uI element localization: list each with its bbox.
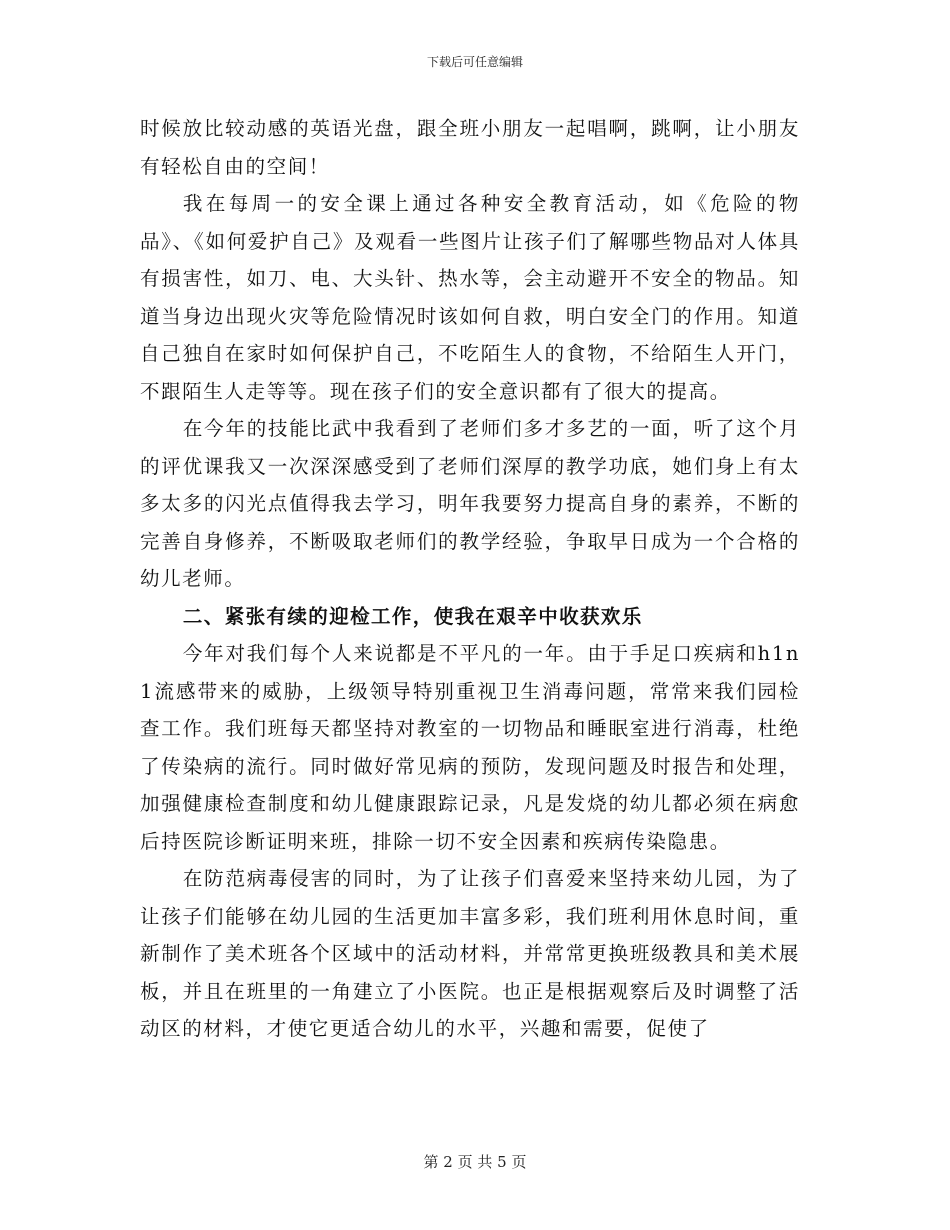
paragraph-1: 时候放比较动感的英语光盘，跟全班小朋友一起唱啊，跳啊，让小朋友有轻松自由的空间！ <box>140 117 800 178</box>
paragraph-skills-competition: 在今年的技能比武中我看到了老师们多才多艺的一面，听了这个月的评优课我又一次深深感受到了老师们深厚的教学功底，她们身上有太多太多的闪光点值得我去学习，明年我要努力提高自身的素养，不断的完善自身修养，不断吸取老师们的教学经验，争取早日成为一个合格的幼儿老师。 <box>140 417 800 590</box>
section-heading: 二、紧张有续的迎检工作，使我在艰辛中收获欢乐 <box>182 604 643 628</box>
paragraph-safety-education: 我在每周一的安全课上通过各种安全教育活动，如《危险的物品》、《如何爱护自己》及观看一些图片让孩子们了解哪些物品对人体具有损害性，如刀、电、大头针、热水等，会主动避开不安全的物品。知道当身边出现火灾等危险情况时该如何自救，明白安全门的作用。知道自己独自在家时如何保护自己，不吃陌生人的食物，不给陌生人开门，不跟陌生人走等等。现在孩子们的安全意识都有了很大的提高。 <box>140 192 800 403</box>
paragraph-inspection-work: 今年对我们每个人来说都是不平凡的一年。由于手足口疾病和h1n1流感带来的威胁，上级领导特别重视卫生消毒问题，常常来我们园检查工作。我们班每天都坚持对教室的一切物品和睡眠室进行消毒，杜绝了传染病的流行。同时做好常见病的预防，发现问题及时报告和处理，加强健康检查制度和幼儿健康跟踪记录，凡是发烧的幼儿都必须在病愈后持医院诊断证明来班，排除一切不安全因素和疾病传染隐患。 <box>140 642 800 853</box>
document-body <box>140 110 800 1048</box>
page-header: 下载后可任意编辑 <box>426 55 523 69</box>
page-number: 第 2 页 共 5 页 <box>423 1153 527 1171</box>
paragraph-virus-prevention: 在防范病毒侵害的同时，为了让孩子们喜爱来坚持来幼儿园，为了让孩子们能够在幼儿园的生活更加丰富多彩，我们班利用休息时间，重新制作了美术班各个区域中的活动材料，并常常更换班级教具和美术展板，并且在班里的一角建立了小医院。也正是根据观察后及时调整了活动区的材料，才使它更适合幼儿的水平，兴趣和需要，促使了 <box>140 867 800 1040</box>
